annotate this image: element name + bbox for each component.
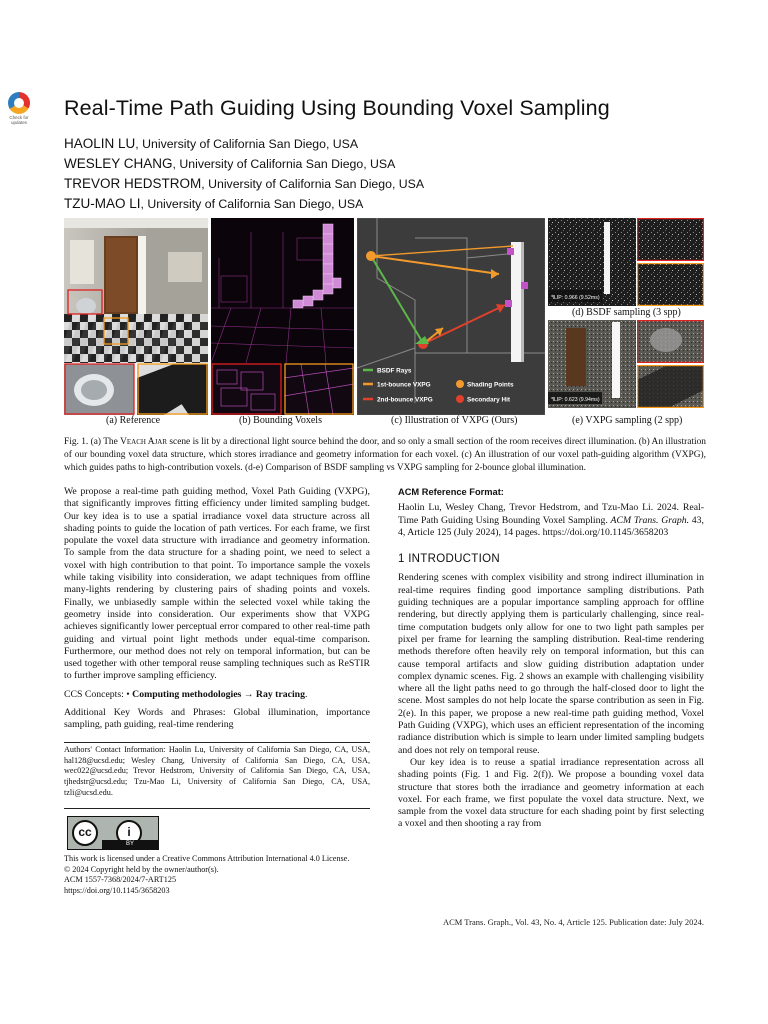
author-affiliation: , University of California San Diego, USA	[135, 137, 359, 151]
doi-link[interactable]: https://doi.org/10.1145/3658203	[64, 885, 170, 895]
figure-1	[64, 218, 704, 426]
check-for-updates-badge[interactable]	[4, 92, 34, 126]
ccs-concepts	[64, 689, 370, 701]
legend-bsdf-rays: BSDF Rays	[377, 367, 412, 375]
panel-d-bsdf-sampling	[548, 218, 704, 306]
panel-b-bounding-voxels	[211, 218, 354, 415]
reference-render-image	[64, 218, 208, 415]
license-statement: This work is licensed under a Creative Commons Attribution International 4.0 License.	[64, 854, 350, 863]
cc-by-license-badge[interactable]	[67, 816, 159, 850]
ccs-label: CCS Concepts: •	[64, 688, 133, 700]
legend-shading-points: Shading Points	[467, 381, 514, 389]
badge-label: Check for updates	[9, 115, 29, 125]
intro-paragraph-2: Our key idea is to reuse a spatial irradiance representation across all shading points (Fig. 1 and Fig. 2(f)). We propose a bounding voxel data structure that stores both the irradiance and geometry information at each voxel. For each frame, we first populate the voxel data structure. Next, we sample from the voxel data structure for each shading point by first selecting a voxel and then shooting a ray from	[398, 756, 704, 830]
right-column	[398, 486, 704, 831]
author-name: WESLEY CHANG	[64, 156, 173, 171]
author-entry	[64, 154, 424, 174]
legend-first-bounce: 1st-bounce VXPG	[377, 381, 431, 389]
author-entry	[64, 174, 424, 194]
author-entry	[64, 194, 424, 214]
panel-e-vxpg-sampling	[548, 320, 704, 408]
left-column	[64, 486, 370, 732]
acm-reference-text	[398, 502, 704, 539]
caption-d: (d) BSDF sampling (3 spp)	[572, 307, 681, 318]
caption-e: (e) VXPG sampling (2 spp)	[572, 415, 683, 426]
caption-c: (c) Illustration of VXPG (Ours)	[391, 415, 518, 426]
flip-score-e: ꟻLIP: 0.623 (9.94ms)	[551, 397, 600, 403]
vxpg-sampling-image	[548, 320, 704, 408]
license-info	[64, 854, 384, 896]
ccs-end: .	[304, 688, 308, 700]
author-name: TREVOR HEDSTROM	[64, 176, 202, 191]
acm-reference-heading: ACM Reference Format:	[398, 487, 504, 497]
copyright-line: © 2024 Copyright held by the owner/author(s).	[64, 864, 219, 874]
author-affiliation: , University of California San Diego, USA	[201, 177, 425, 191]
author-contact-info: Authors' Contact Information: Haolin Lu, University of California San Diego, CA, USA, hal128@ucsd.edu; Wesley Chang, University of California San Diego, CA, USA, wec022@ucsd.edu; Trevor Hedstrom, University of California San Diego, CA, USA, tjhedstr@ucsd.edu; Tzu-Mao Li, University of California San Diego, CA, USA, tzli@ucsd.edu.	[64, 745, 370, 797]
panel-c-vxpg-illustration	[357, 218, 545, 415]
legend-second-bounce: 2nd-bounce VXPG	[377, 396, 433, 404]
caption-a: (a) Reference	[106, 415, 161, 426]
bsdf-sampling-image	[548, 218, 704, 306]
acm-ref-journal: ACM Trans. Graph.	[610, 514, 690, 526]
author-list	[64, 134, 424, 214]
abstract: We propose a real-time path guiding method, Voxel Path Guiding (VXPG), that significantly improves fitting efficiency under limited sampling budget. Our key idea is to use a spatial irradiance voxel data structure across all shading points to guide the location of path vertices. For each frame, we first populate the voxel data structure with irradiance and geometry information. To sample from the data structure for a shading point, we need to select a voxel with high contribution to that point. To importance sample the voxels while taking visibility into consideration, we adapt techniques from offline many-lights rendering by clustering pairs of shading points and voxels. Finally, we unbiasedly sample within the selected voxel while taking the geometry inside into consideration. Our experiments show that VXPG achieves significantly lower perceptual error compared to other real-time path guiding and virtual point light methods under equal-time comparison. Furthermore, our method does not rely on temporal information, but can be used together with other temporal reuse sampling techniques such as ReSTIR to further improve sampling efficiency.	[64, 486, 370, 682]
author-affiliation: , University of California San Diego, USA	[172, 157, 396, 171]
author-affiliation: , University of California San Diego, USA	[140, 197, 364, 211]
intro-paragraph-1: Rendering scenes with complex visibility and strong indirect illumination in real-time requires finding good importance sampling distributions. Path guiding techniques are a popular importance sampling approach for offline rendering, but directly applying them is particularly challenging, since real-time computation budgets only allow for one to two light path samples per pixel per frame for learning the sampling distribution. Real-time rendering methods therefore often heavily rely on temporal information, but this can cause temporal artifacts and slow guiding distribution adaptation under complex dynamic scenes. Fig. 2 shows an example with challenging visibility where all the light paths need to go through the half-closed door to light the scene. Most samples do not help locate the sparse contribution as seen in Fig. 2(e). In this paper, we propose a new real-time path guiding method, Voxel Path Guiding (VXPG), which uses an efficient representation of the incoming radiance distribution which is simple to learn under limited sampling budgets and does not rely on temporal reuse.	[398, 572, 704, 756]
figure-1-caption	[64, 436, 706, 475]
flip-score-d: ꟻLIP: 0.966 (9.52ms)	[551, 295, 600, 301]
ccs-concept: Computing methodologies → Ray tracing	[132, 688, 305, 700]
paper-title: Real-Time Path Guiding Using Bounding Voxel Sampling	[64, 96, 610, 120]
acm-ref-authors: Haolin Lu, Wesley Chang, Trevor Hedstrom, and Tzu-Mao Li. 2024. Real-Time Path Guiding Using Bounding Voxel Sampling.	[398, 502, 704, 526]
page-footer: ACM Trans. Graph., Vol. 43, No. 4, Article 125. Publication date: July 2024.	[442, 917, 704, 927]
author-entry	[64, 134, 424, 154]
legend-secondary-hit: Secondary Hit	[467, 396, 510, 404]
acm-issn: ACM 1557-7368/2024/7-ART125	[64, 875, 177, 884]
figcaption-scene: Veach Ajar	[120, 437, 168, 447]
panel-a-reference	[64, 218, 208, 415]
section-heading-introduction: 1 INTRODUCTION	[398, 553, 500, 566]
divider	[64, 742, 370, 743]
figcaption-body: scene is lit by a directional light source behind the door, and so only a small section of the room receives direct illumination. (b) An illustration of our bounding voxel data structure, which stores irradiance and geometry information for each voxel. (c) An illustration of our voxel path-guiding algorithm (VXPG), which guides paths to high-contribution voxels. (d-e) Comparison of BSDF sampling vs VXPG sampling for 2-bounce global illumination.	[64, 437, 706, 473]
keywords: Additional Key Words and Phrases: Global illumination, importance sampling, path guiding, real-time rendering	[64, 707, 370, 731]
bounding-voxels-image	[211, 218, 354, 415]
vxpg-diagram	[357, 218, 545, 415]
acm-ref-details: 43, 4, Article 125 (July 2024), 14 pages. https://doi.org/10.1145/3658203	[398, 514, 704, 538]
divider	[64, 808, 370, 809]
cc-icon: cc	[72, 820, 98, 846]
figcaption-prefix: Fig. 1. (a) The	[64, 437, 121, 447]
by-label: BY	[102, 840, 158, 849]
caption-b: (b) Bounding Voxels	[239, 415, 322, 426]
crossmark-icon	[8, 92, 30, 114]
author-name: HAOLIN LU	[64, 136, 136, 151]
attribution-icon: i	[116, 820, 142, 846]
author-name: TZU-MAO LI	[64, 196, 141, 211]
